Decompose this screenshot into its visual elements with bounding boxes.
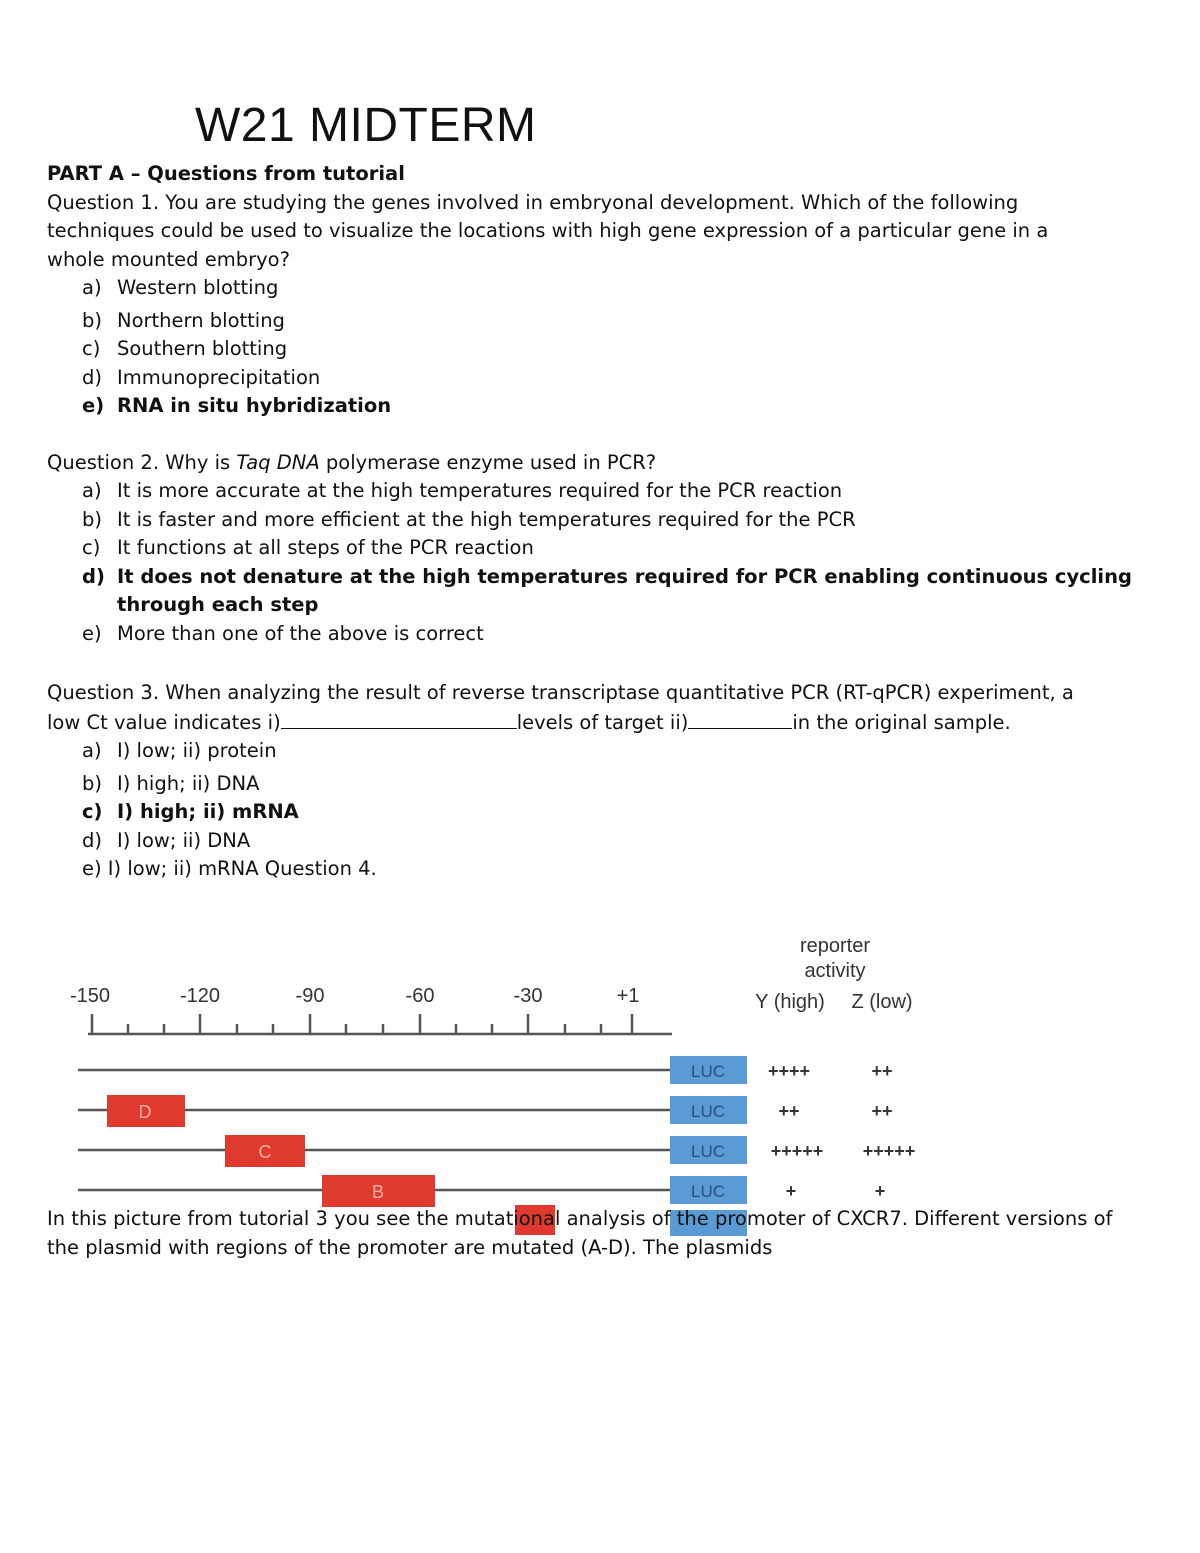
- q3-stem-line-2: low Ct value indicates i) levels of target ii) in the original sample.: [47, 708, 1147, 738]
- q2-option-c: c) It functions at all steps of the PCR reaction: [82, 536, 534, 559]
- activity-z-row-2: ++: [871, 1101, 893, 1121]
- q1-stem-line-3: whole mounted embryo?: [47, 247, 290, 271]
- activity-z-row-1: ++: [871, 1061, 893, 1081]
- page-title: W21 MIDTERM: [195, 99, 537, 152]
- activity-y-row-2: ++: [778, 1101, 800, 1121]
- activity-y-row-3: +++++: [770, 1141, 824, 1161]
- q1-option-c: c) Southern blotting: [82, 337, 288, 360]
- tick-label-neg90: -90: [295, 985, 325, 1007]
- tick-label-neg30: -30: [513, 985, 543, 1007]
- luc-label-1: LUC: [690, 1062, 726, 1081]
- q1-stem-line-1: Question 1. You are studying the genes involved in embryonal development. Which of the following: [47, 190, 1019, 214]
- question-section: [47, 160, 1147, 884]
- tick-label-neg150: -150: [69, 985, 111, 1007]
- activity-y-row-4: +: [785, 1181, 797, 1201]
- q3-blank-ii: [688, 708, 792, 729]
- q2-stem: Question 2. Why is Taq DNA polymerase enzyme used in PCR?: [47, 450, 657, 474]
- tick-label-plus1: +1: [616, 985, 640, 1007]
- tick-label-neg60: -60: [405, 985, 435, 1007]
- mutation-label-c: C: [258, 1142, 272, 1162]
- q2-option-a: a) It is more accurate at the high temperatures required for the PCR reaction: [82, 479, 843, 502]
- luc-label-2: LUC: [690, 1102, 726, 1121]
- luc-label-4: LUC: [690, 1182, 726, 1201]
- q1-option-e-answer: e) RNA in situ hybridization: [82, 394, 392, 417]
- q3-option-b: b) I) high; ii) DNA: [82, 771, 260, 795]
- q2-option-d-answer: d) It does not denature at the high temperatures required for PCR enabling continuous cycling: [82, 564, 1132, 588]
- position-ruler: [88, 1014, 672, 1034]
- q3-stem-line-1: Question 3. When analyzing the result of reverse transcriptase quantitative PCR (RT-qPCR) experiment, a: [47, 681, 1074, 704]
- activity-z-row-3: +++++: [862, 1141, 916, 1161]
- q1-stem-line-2: techniques could be used to visualize the locations with high gene expression of a particular gene in a: [47, 219, 1049, 242]
- column-z-low: Z (low): [851, 991, 913, 1013]
- q4-description: [47, 1205, 1167, 1262]
- column-y-high: Y (high): [755, 991, 825, 1013]
- q3-option-d: d) I) low; ii) DNA: [82, 828, 251, 852]
- reporter-header-line-2: activity: [804, 960, 866, 982]
- promoter-mutation-figure: [0, 920, 1200, 1250]
- mutation-label-d: D: [138, 1102, 152, 1122]
- q3-blank-i: [281, 708, 517, 729]
- part-a-heading: PART A – Questions from tutorial: [47, 162, 405, 185]
- reporter-header-line-1: reporter: [799, 935, 871, 957]
- q3-option-a: a) I) low; ii) protein: [82, 739, 277, 762]
- q1-option-a: a) Western blotting: [82, 276, 279, 299]
- q4-line-2: the plasmid with regions of the promoter are mutated (A-D). The plasmids: [47, 1235, 773, 1259]
- q2-option-e: e) More than one of the above is correct: [82, 621, 484, 645]
- q1-option-b: b) Northern blotting: [82, 308, 285, 332]
- luc-label-3: LUC: [690, 1142, 726, 1161]
- q3-option-c-answer: c) I) high; ii) mRNA: [82, 800, 299, 823]
- q3-option-e-and-q4-start: e) I) low; ii) mRNA Question 4.: [82, 857, 377, 880]
- q2-option-b: b) It is faster and more efficient at the high temperatures required for the PCR: [82, 507, 856, 531]
- tick-label-neg120: -120: [179, 985, 221, 1007]
- activity-z-row-4: +: [874, 1181, 886, 1201]
- q1-option-d: d) Immunoprecipitation: [82, 365, 321, 389]
- q4-line-1: In this picture from tutorial 3 you see the mutational analysis of the promoter of CXCR7. Different versions of: [47, 1207, 1113, 1230]
- mutation-label-b: B: [371, 1182, 385, 1202]
- activity-y-row-1: ++++: [767, 1061, 811, 1081]
- q2-option-d-continued: through each step: [117, 593, 319, 616]
